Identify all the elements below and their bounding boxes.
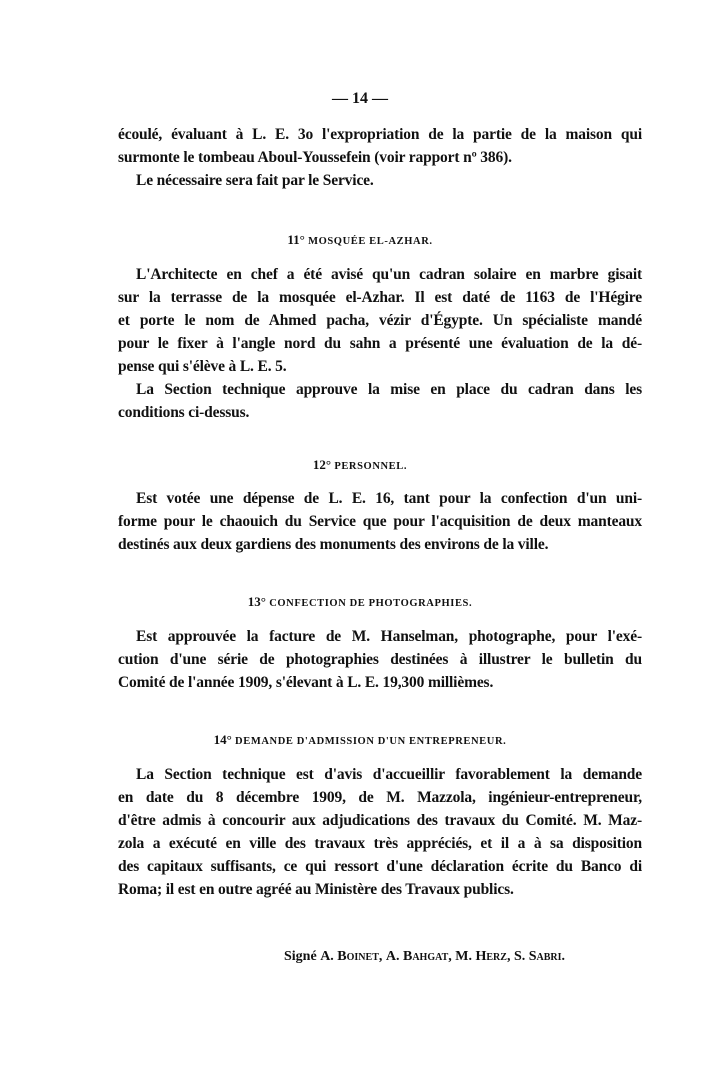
section-title: MOSQUÉE EL-AZHAR. <box>308 236 433 247</box>
text-line: en date du 8 décembre 1909, de M. Mazzola, ingénieur-entrepreneur, <box>118 789 642 806</box>
page-number: — 14 — <box>332 90 388 107</box>
signatory: A. Boinet <box>320 949 379 964</box>
signature: Signé A. Boinet, A. Bahgat, M. Herz, S. Sabri. <box>284 949 566 964</box>
signatory: M. Herz <box>455 949 507 964</box>
text-line: forme pour le chaouich du Service que pour l'acquisition de deux manteaux <box>118 513 642 530</box>
text-line: zola a exécuté en ville des travaux très appréciés, et il a à sa disposition <box>118 835 642 852</box>
section-heading-12 <box>0 457 720 475</box>
section-heading-13 <box>0 594 720 612</box>
text-line: et porte le nom de Ahmed pacha, vézir d'Égypte. Un spécialiste mandé <box>118 312 642 329</box>
text-line: L'Architecte en chef a été avisé qu'un cadran solaire en marbre gisait <box>136 266 642 283</box>
section-heading-14 <box>0 732 720 750</box>
signatory: A. Bahgat <box>385 949 449 964</box>
section-number: 13° <box>247 594 266 609</box>
text-line: destinés aux deux gardiens des monuments des environs de la ville. <box>118 536 549 553</box>
text-line: d'être admis à concourir aux adjudications des travaux du Comité. M. Maz- <box>118 812 642 829</box>
text-line: écoulé, évaluant à L. E. 3o l'expropriation de la partie de la maison qui <box>118 126 642 143</box>
text-line: Est approuvée la facture de M. Hanselman, photographe, pour l'exé- <box>136 628 642 645</box>
text-line: Est votée une dépense de L. E. 16, tant pour la confection d'un uni- <box>136 490 642 507</box>
text-line: surmonte le tombeau Aboul-Youssefein (voir rapport nº 386). <box>118 149 512 166</box>
section-heading-11 <box>0 232 720 250</box>
section-number: 11° <box>287 232 305 247</box>
text-line: La Section technique approuve la mise en place du cadran dans les <box>136 381 642 398</box>
section-title: CONFECTION DE PHOTOGRAPHIES. <box>269 598 473 609</box>
text-line: pour le fixer à l'angle nord du sahn a présenté une évaluation de la dé- <box>118 335 642 352</box>
section-number: 12° <box>312 457 332 472</box>
section-title: DEMANDE D'ADMISSION D'UN ENTREPRENEUR. <box>235 736 507 747</box>
text-line: La Section technique est d'avis d'accueillir favorablement la demande <box>136 766 642 783</box>
section-title: PERSONNEL. <box>334 461 408 472</box>
text-line: sur la terrasse de la mosquée el-Azhar. Il est daté de 1163 de l'Hégire <box>118 289 642 306</box>
signature-prefix: Signé <box>284 949 317 964</box>
text-line: Le nécessaire sera fait par le Service. <box>136 172 374 189</box>
text-line: conditions ci-dessus. <box>118 404 250 421</box>
text-line: cution d'une série de photographies destinées à illustrer le bulletin du <box>118 651 642 668</box>
text-line: Comité de l'année 1909, s'élevant à L. E. 19,300 millièmes. <box>118 674 494 691</box>
text-line: Roma; il est en outre agréé au Ministère des Travaux publics. <box>118 881 514 898</box>
section-number: 14° <box>213 732 232 747</box>
text-line: pense qui s'élève à L. E. 5. <box>118 358 287 375</box>
signatory: S. Sabri. <box>513 949 566 964</box>
text-line: des capitaux suffisants, ce qui ressort d'une déclaration écrite du Banco di <box>118 858 642 875</box>
